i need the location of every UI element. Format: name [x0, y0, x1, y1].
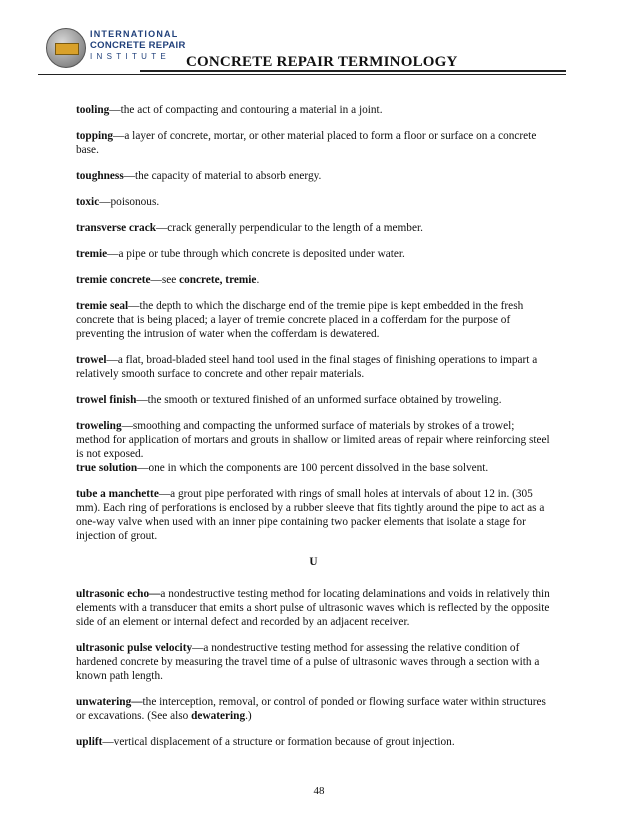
cross-reference: concrete, tremie — [179, 274, 257, 286]
entry-definition: —a grout pipe perforated with rings of small holes at intervals of about 12 in. (305 mm). Each ring of perforations is enclosed by a rubber sleeve that fits tightly around the pipe to act as a one-way valve when used with an inner pipe containing two packer elements that isolate a stage for injection of grout. — [76, 488, 545, 542]
entry-term: ultrasonic echo— — [76, 588, 161, 600]
entry-term: toxic — [76, 196, 100, 208]
section-heading-letter: U — [309, 556, 318, 568]
entry-term: topping — [76, 130, 114, 142]
header-rule-thin — [38, 74, 566, 75]
entry-definition: —see — [150, 274, 180, 286]
entry-term: unwatering— — [76, 696, 143, 708]
entry-definition: —crack generally perpendicular to the length of a member. — [156, 222, 423, 234]
entry-definition-end: .) — [245, 710, 252, 722]
entry-definition-end: . — [256, 274, 260, 286]
entry-term: tube a manchette — [76, 488, 159, 500]
glossary-entry — [76, 735, 551, 749]
logo-band — [55, 43, 79, 55]
entry-term: ultrasonic pulse velocity — [76, 642, 193, 654]
entry-term: trowel — [76, 354, 107, 366]
entry-definition: —a flat, broad-bladed steel hand tool used in the final stages of finishing operations to impart a relatively smooth surface to concrete and other repair materials. — [76, 354, 538, 380]
header-rule-thick — [140, 70, 566, 72]
entry-definition: a nondestructive testing method for locating delaminations and voids in relatively thin elements with a transducer that emits a short pulse of ultrasonic waves which is reflected by the opposite side of an element or internal defect and recorded by an adjacent receiver. — [76, 588, 550, 628]
glossary-entry — [76, 169, 551, 183]
entry-term: uplift — [76, 736, 103, 748]
glossary-entry — [76, 641, 551, 683]
glossary-entry — [76, 247, 551, 261]
entry-definition: —vertical displacement of a structure or formation because of grout injection. — [102, 736, 455, 748]
logo-line-2: CONCRETE REPAIR — [90, 40, 186, 51]
icri-globe-logo-icon — [46, 28, 86, 68]
glossary-entry — [76, 695, 551, 723]
page-number: 48 — [313, 785, 325, 797]
entry-term: tremie concrete — [76, 274, 151, 286]
entry-term: transverse crack — [76, 222, 156, 234]
entry-definition: —poisonous. — [99, 196, 160, 208]
glossary-entry — [76, 419, 551, 461]
entry-definition: —the depth to which the discharge end of the tremie pipe is kept embedded in the fresh concrete that is being placed; a layer of tremie concrete placed in a cofferdam for the purpose of preventing the intrusion of water when the cofferdam is dewatered. — [76, 300, 524, 340]
glossary-entry — [76, 353, 551, 381]
glossary-content — [76, 103, 551, 761]
entry-term: trowel finish — [76, 394, 137, 406]
entry-definition: —a layer of concrete, mortar, or other material placed to form a floor or surface on a concrete base. — [76, 130, 537, 156]
entry-definition: —the smooth or textured finished of an unformed surface obtained by troweling. — [136, 394, 502, 406]
glossary-entry — [76, 487, 551, 543]
glossary-entry — [76, 103, 551, 117]
glossary-entry — [76, 393, 551, 407]
glossary-entry — [76, 273, 551, 287]
institute-logo-text — [90, 29, 186, 62]
entry-term: troweling — [76, 420, 122, 432]
entry-definition: —the capacity of material to absorb energy. — [123, 170, 322, 182]
glossary-entry — [76, 221, 551, 235]
glossary-entry — [76, 587, 551, 629]
entry-term: tremie seal — [76, 300, 129, 312]
entry-term: tremie — [76, 248, 108, 260]
entry-term: toughness — [76, 170, 124, 182]
entry-definition: the interception, removal, or control of ponded or flowing surface water within structures or excavations. (See also — [76, 696, 546, 722]
entry-definition: —a nondestructive testing method for assessing the relative condition of hardened concrete by measuring the travel time of a pulse of ultrasonic waves through a section with a known path length. — [76, 642, 540, 682]
document-title: CONCRETE REPAIR TERMINOLOGY — [186, 54, 458, 70]
logo-line-3: INSTITUTE — [90, 52, 171, 61]
entry-term: tooling — [76, 104, 110, 116]
glossary-entry — [76, 299, 551, 341]
glossary-entry — [76, 461, 551, 475]
entry-definition: —the act of compacting and contouring a material in a joint. — [109, 104, 383, 116]
glossary-entry — [76, 195, 551, 209]
entry-definition: —one in which the components are 100 percent dissolved in the base solvent. — [137, 462, 489, 474]
entry-definition: —smoothing and compacting the unformed surface of materials by strokes of a trowel; method for application of mortars and grouts in shallow or limited areas of repair where reinforcing steel is not exposed. — [76, 420, 550, 460]
entry-term: true solution — [76, 462, 138, 474]
cross-reference: dewatering — [191, 710, 246, 722]
logo-line-1: INTERNATIONAL — [90, 29, 179, 39]
entry-definition: —a pipe or tube through which concrete is deposited under water. — [107, 248, 405, 260]
glossary-entry — [76, 129, 551, 157]
